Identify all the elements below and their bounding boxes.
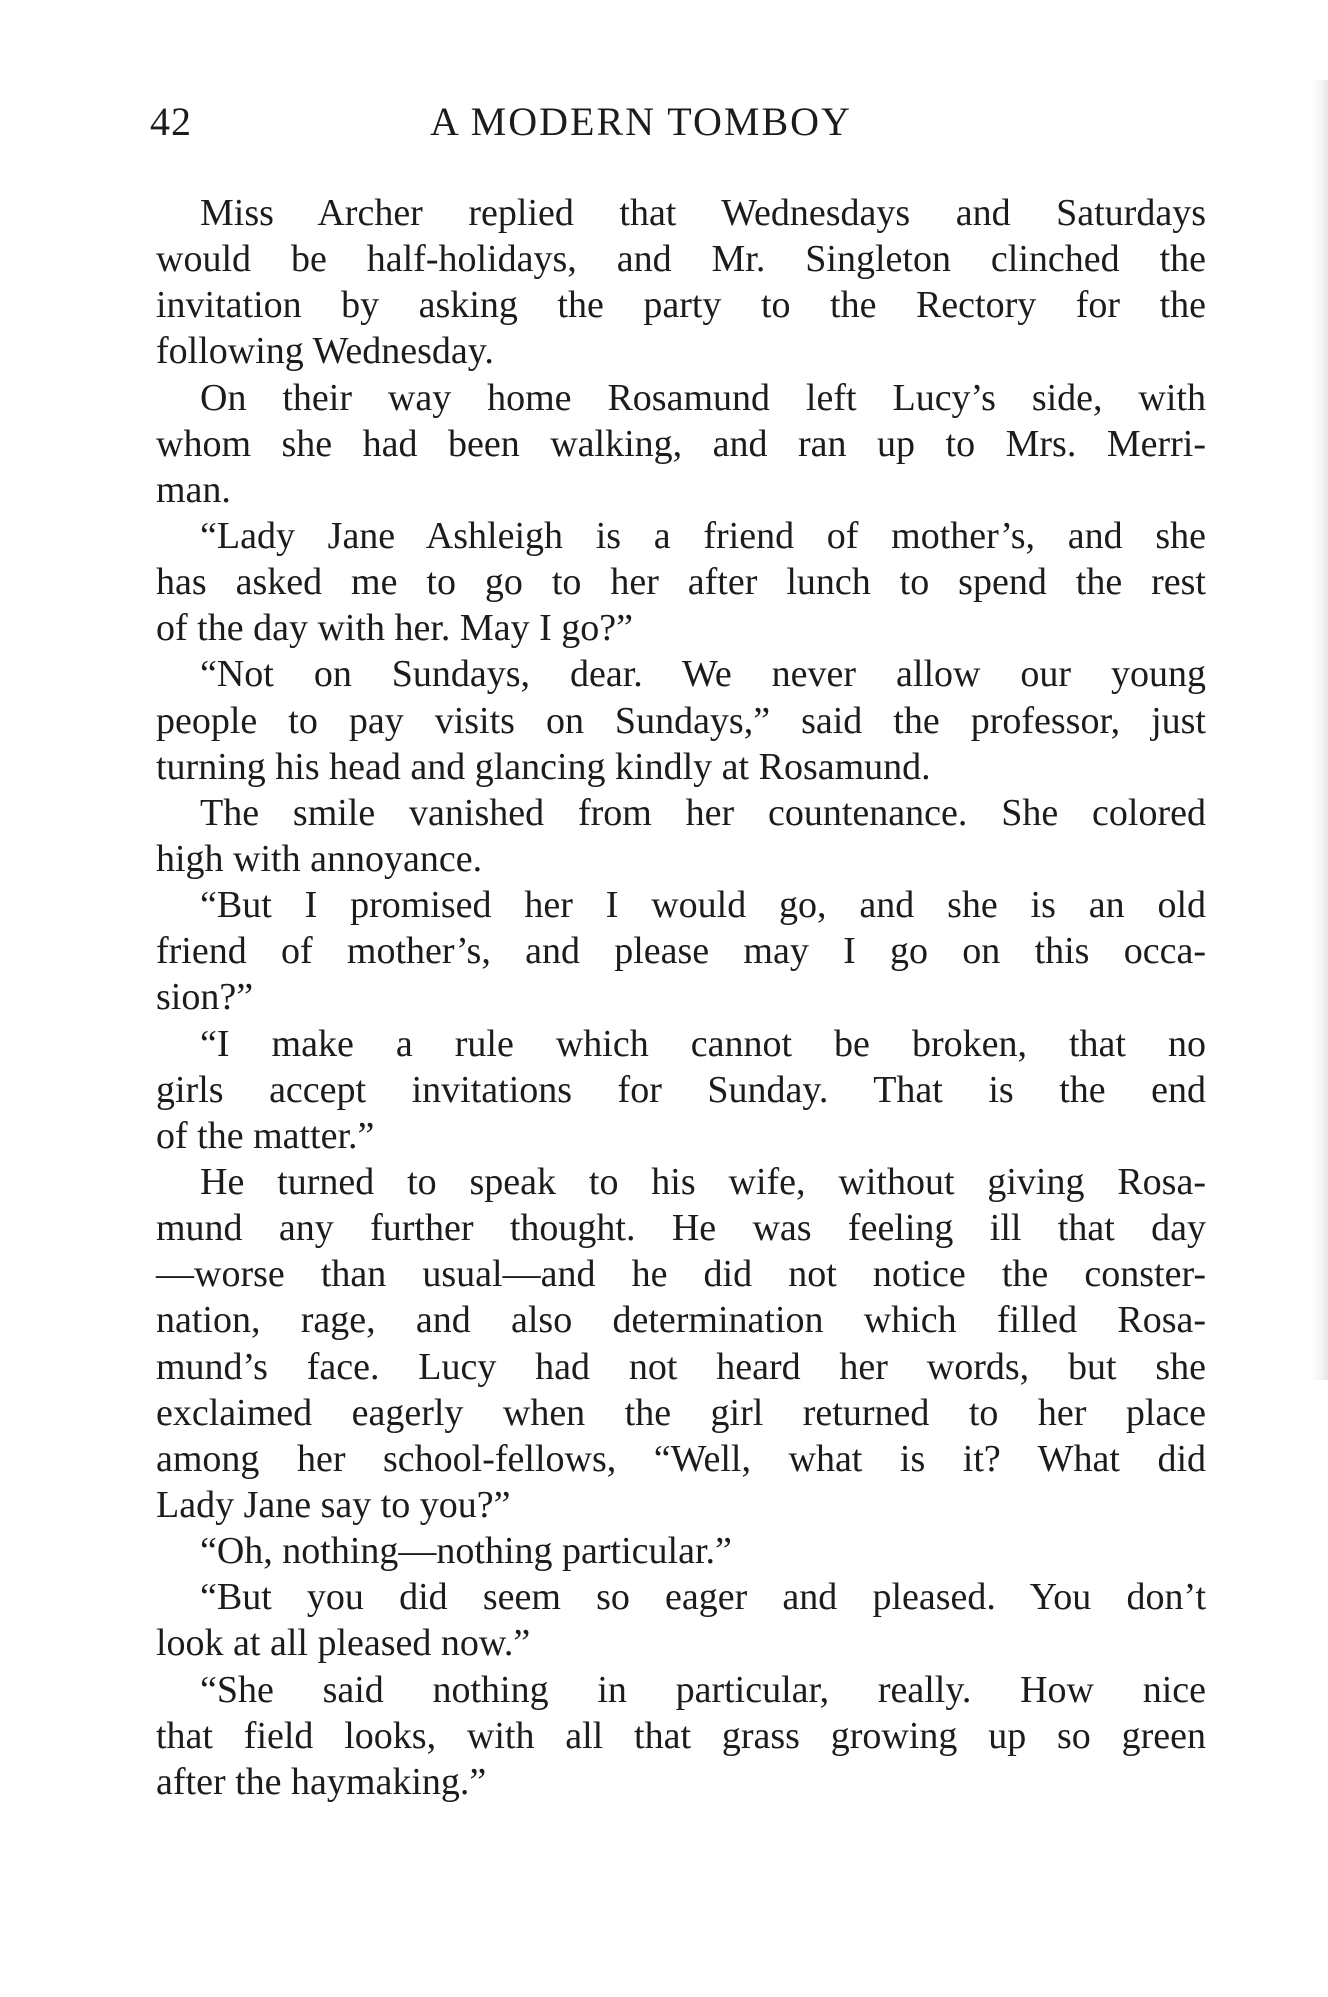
text-line: “I make a rule which cannot be broken, that no	[200, 1022, 1206, 1065]
text-line: girls accept invitations for Sunday. That is the end	[156, 1068, 1206, 1111]
text-line: “But you did seem so eager and pleased. You don’t	[200, 1576, 1206, 1619]
text-line: that field looks, with all that grass growing up so green	[156, 1714, 1206, 1757]
text-line: Miss Archer replied that Wednesdays and Saturdays	[200, 192, 1206, 234]
text-line: mund’s face. Lucy had not heard her words, but she	[156, 1345, 1206, 1388]
text-line: would be half-holidays, and Mr. Singleton clinched the	[156, 238, 1206, 281]
text-line: following Wednesday.	[156, 330, 494, 373]
text-line: “But I promised her I would go, and she is an old	[200, 884, 1206, 927]
text-line: after the haymaking.”	[156, 1760, 487, 1803]
page-number: 42	[150, 99, 192, 144]
text-line: among her school-fellows, “Well, what is it? What did	[156, 1437, 1206, 1480]
text-line: of the matter.”	[156, 1114, 375, 1157]
text-line: of the day with her. May I go?”	[156, 607, 633, 650]
text-line: high with annoyance.	[156, 837, 483, 880]
text-line: has asked me to go to her after lunch to spend the rest	[156, 561, 1206, 604]
text-line: He turned to speak to his wife, without giving Rosa-	[200, 1160, 1206, 1203]
text-line: people to pay visits on Sundays,” said the professor, just	[156, 699, 1206, 742]
text-line: The smile vanished from her countenance. She colored	[200, 791, 1206, 834]
text-line: sion?”	[156, 976, 254, 1019]
text-line: man.	[156, 468, 231, 511]
text-line: invitation by asking the party to the Rectory for the	[156, 284, 1206, 327]
text-line: —worse than usual—and he did not notice the conster-	[156, 1253, 1206, 1296]
body-text	[156, 190, 1206, 1805]
text-line: “Not on Sundays, dear. We never allow our young	[200, 653, 1206, 696]
binding-edge-shadow	[1310, 80, 1328, 1380]
text-line: turning his head and glancing kindly at Rosamund.	[156, 745, 931, 788]
text-line: nation, rage, and also determination which filled Rosa-	[156, 1299, 1206, 1342]
text-line: “She said nothing in particular, really. How nice	[200, 1668, 1206, 1711]
running-title: A MODERN TOMBOY	[430, 99, 852, 144]
text-line: mund any further thought. He was feeling ill that day	[156, 1207, 1206, 1250]
text-line: exclaimed eagerly when the girl returned to her place	[156, 1391, 1206, 1434]
text-line: Lady Jane say to you?”	[156, 1483, 511, 1526]
text-line: “Lady Jane Ashleigh is a friend of mother’s, and she	[200, 514, 1206, 557]
text-line: “Oh, nothing—nothing particular.”	[200, 1530, 732, 1573]
page-header	[150, 98, 1210, 148]
text-line: On their way home Rosamund left Lucy’s side, with	[200, 376, 1206, 419]
text-line: whom she had been walking, and ran up to Mrs. Merri-	[156, 422, 1206, 465]
text-line: look at all pleased now.”	[156, 1622, 531, 1665]
text-line: friend of mother’s, and please may I go on this occa-	[156, 930, 1206, 973]
